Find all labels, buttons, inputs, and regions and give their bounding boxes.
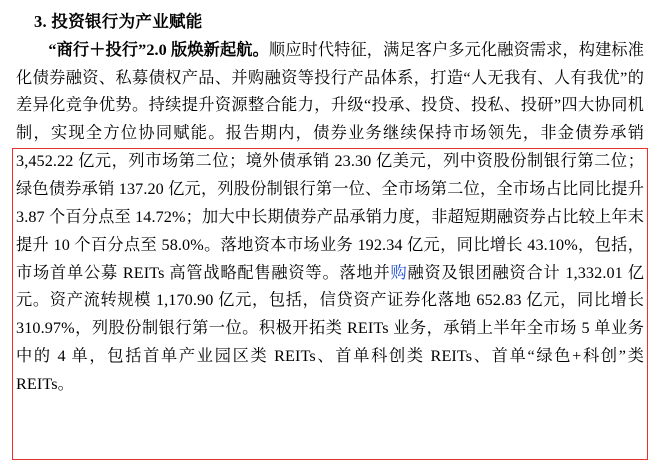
section-heading: 3. 投资银行为产业赋能 [34,12,203,31]
section-paragraph [16,37,644,399]
paragraph-lead-bold: “商行＋投行”2.0 版焕新起航。 [48,40,269,59]
paragraph-body-part-2: 融资及银团融资合计 1,332.01 亿元。资产流转规模 1,170.90 亿元，包括，信贷资产证券化落地 652.83 亿元，同比增长 310.97%，列股份制银行第一位。积极开拓类 REITs 业务，承销上半年全市场 5 单业务中的 4 单，包括首单产业园区类 REITs、首单科创类 REITs、首单“绿色+科创”类 REITs。 [16,263,645,394]
paragraph-body-part-1: 顺应时代特征，满足客户多元化融资需求，构建标准化债券融资、私募债权产品、并购融资等投行产品体系，打造“人无我有、人有我优”的差异化竞争优势。持续提升资源整合能力，升级“投承、投贷、投私、投研”四大协同机制，实现全方位协同赋能。报告期内，债券业务继续保持市场领先，非金债券承销 3,452.22 亿元，列市场第二位；境外债承销 23.30 亿美元，列中资股份制银行第二位；绿色债券承销 137.20 亿元，列股份制银行第一位、全市场第二位，全市场占比同比提升 3.87 个百分点至 14.72%；加大中长期债券产品承销力度，非超短期融资券占比较上年末提升 10 个百分点至 58.0%。落地资本市场业务 192.34 亿元，同比增长 43.10%，包括，市场首单公募 REITs 高管战略配售融资等。落地并 [16,40,644,282]
inline-link[interactable]: 购 [390,263,408,282]
